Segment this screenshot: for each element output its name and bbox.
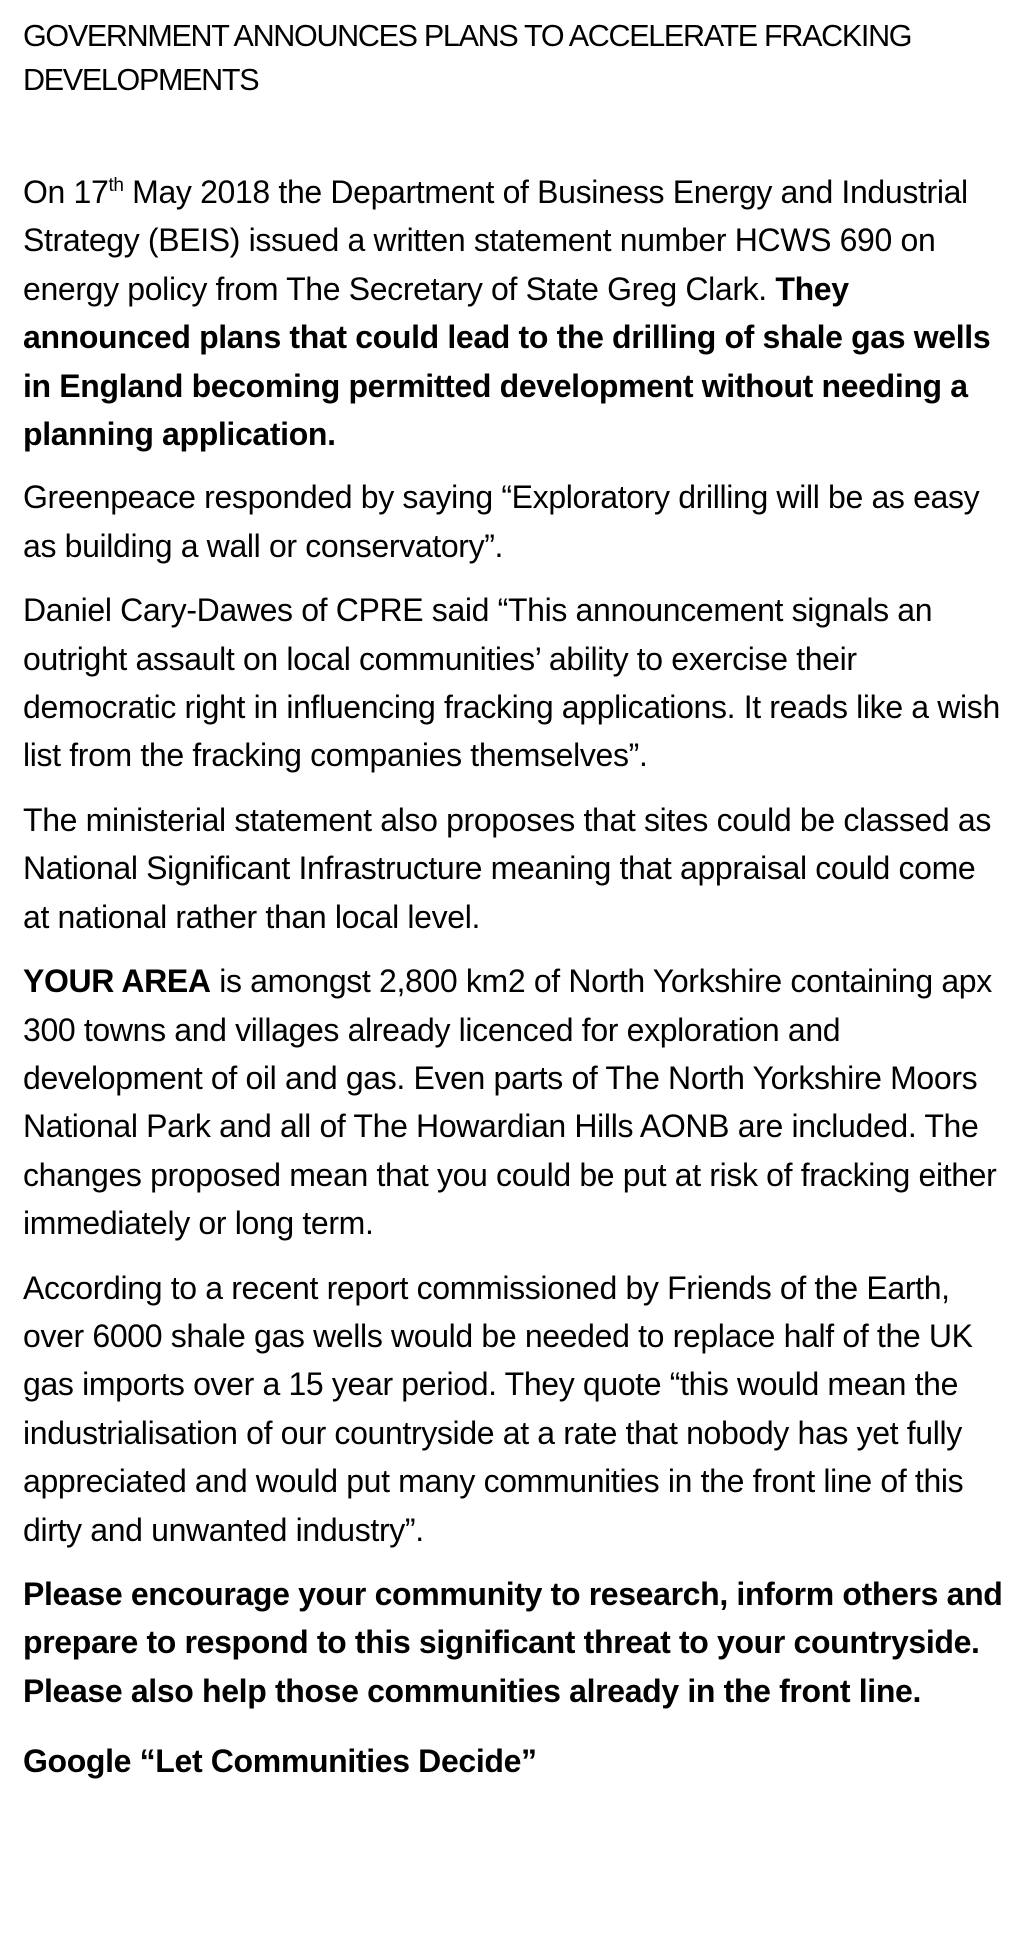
your-area-text: is amongst 2,800 km2 of North Yorkshire containing apx 300 towns and villages already licenced for exploration and development of oil and gas. Even parts of The North Yorkshire Moors National Park and all of The Howardian Hills AONB are included. The changes proposed mean that you could be put at risk of fracking either immediately or long term. bbox=[23, 963, 997, 1242]
paragraph-your-area bbox=[23, 957, 1008, 1247]
paragraph-google-search: Google “Let Communities Decide” bbox=[23, 1743, 537, 1780]
paragraph-greenpeace: Greenpeace responded by saying “Exploratory drilling will be as easy as building a wall or conservatory”. bbox=[23, 479, 980, 564]
paragraph-friends-of-earth: According to a recent report commissioned by Friends of the Earth, over 6000 shale gas wells would be needed to replace half of the UK gas imports over a 15 year period. They quote “this would mean the industrialisation of our countryside at a rate that nobody has yet fully appreciated and would put many communities in the front line of this dirty and unwanted industry”. bbox=[23, 1269, 973, 1548]
paragraph-call-to-action: Please encourage your community to research, inform others and prepare to respond to this significant threat to your countryside. Please also help those communities already in the front line. bbox=[23, 1575, 1003, 1709]
lead-text-pre: On 17 bbox=[23, 174, 109, 210]
ordinal-suffix: th bbox=[108, 175, 124, 196]
paragraph-beis-statement bbox=[23, 168, 1008, 458]
document-title: GOVERNMENT ANNOUNCES PLANS TO ACCELERATE FRACKING DEVELOPMENTS bbox=[23, 19, 912, 97]
paragraph-cpre: Daniel Cary-Dawes of CPRE said “This announcement signals an outright assault on local communities’ ability to exercise their democratic right in influencing fracking applications. It reads like a wish list from the fracking companies themselves”. bbox=[23, 592, 1000, 774]
lead-text-post: May 2018 the Department of Business Energy and Industrial Strategy (BEIS) issued a written statement number HCWS 690 on energy policy from The Secretary of State Greg Clark. bbox=[23, 174, 968, 307]
paragraph-ministerial: The ministerial statement also proposes that sites could be classed as National Significant Infrastructure meaning that appraisal could come at national rather than local level. bbox=[23, 801, 992, 935]
your-area-bold: YOUR AREA bbox=[23, 963, 211, 1000]
announcement-bold: They announced plans that could lead to the drilling of shale gas wells in England becoming permitted development without needing a planning application. bbox=[23, 270, 991, 453]
